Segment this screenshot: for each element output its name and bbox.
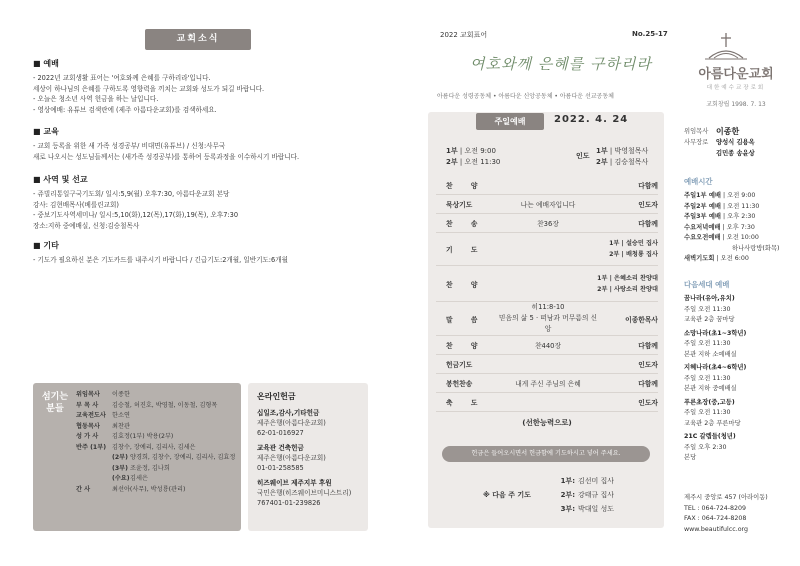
order-row [436,176,658,195]
section-title: ■ 예배 [33,59,59,68]
next-gen-group [684,432,794,464]
order-content: 찬440장 [534,342,562,350]
news-section-education [33,126,378,162]
account-number: 767401-01-239826 [257,499,321,507]
next-gen-name: 푸른초장(중,고등) [684,398,735,406]
worship-time-row: 수요저녁예배 | 오후 7:30 [684,223,755,231]
next-week-name: 김선미 집사 [578,477,615,485]
founding-date: 교회창립 1998. 7. 13 [706,101,766,108]
account-group [257,443,365,473]
news-line: - 쥬빌리통일구국기도회/ 일시:5,9(월) 오후7:30, 아름다운교회 본당 [33,190,230,198]
order-item: 찬 양 [446,280,486,289]
servant-row [76,464,236,475]
time-value: 오전 9:00 [464,147,496,155]
order-person: 인도자 [638,399,658,407]
service-leaders [596,146,648,168]
worship-name: 주일1부 예배 [684,192,721,199]
church-name: 아름다운교회 [698,67,774,82]
order-row [436,393,658,412]
servant-names: 김효정(1부) 박용(2부) [112,433,174,440]
leader-name: 박영철목사 [614,147,649,155]
news-section-mission [33,174,378,231]
order-row [436,233,658,266]
leader-part: 1부 [596,147,608,155]
section-title: ■ 사역 및 선교 [33,175,88,184]
worship-name: 주일2부 예배 [684,202,721,210]
sermon-scripture: 히11:8-10 [531,303,565,311]
news-section-etc [33,240,378,266]
offering-notice: 헌금은 들어오시면서 헌금함에 기도하시고 넣어 주세요. [442,446,650,462]
account-bank: 제주은행(아름다운교회) [257,419,326,427]
church-logo-icon [703,31,749,61]
servant-names: 김승철, 허진호, 박영철, 이동철, 김형목 [112,401,218,409]
servant-row [76,453,236,464]
order-person: 인도자 [638,201,658,209]
next-gen-place: 교육관 2층 꿈마당 [684,316,735,323]
next-gen-place: 본관 지하 소예배실 [684,350,737,358]
account-title: 교육관 건축헌금 [257,444,304,452]
servant-subrole: (2부) [112,454,128,461]
next-gen-time: 주일 오전 11:30 [684,409,731,416]
order-row [436,374,658,393]
news-line: 장소:지하 중예배실, 신청:김승철목사 [33,221,140,230]
servant-row [76,474,236,485]
servant-role [76,453,112,464]
next-gen-time: 주일 오전 11:30 [684,340,731,347]
next-week-row [483,474,614,488]
order-person: 다함께 [638,380,658,388]
servant-names: 김창수, 장예리, 김리사, 김세은 [112,443,196,451]
account-group [257,408,365,438]
worship-time: 오후 2:30 [727,213,756,220]
servant-subrole: (수요) [112,475,130,482]
next-gen-name: 꿈나라(유아,유치) [684,295,735,302]
staff-row [684,137,788,148]
servant-names: 한소연 [112,412,130,419]
next-week-prayer [483,474,614,516]
next-gen-time: 주일 오전 11:30 [684,374,731,382]
staff-row [684,148,788,159]
next-generation-worship [684,279,794,464]
leader-label: 인도 [576,152,590,160]
staff-names: 양성식 김용옥 [716,139,755,146]
next-week-row [483,502,614,516]
section-title: ■ 교육 [33,127,59,136]
servant-role: 교육전도사 [76,412,106,419]
next-week-part: 3부: [560,505,575,513]
servant-names: 최선아(사무), 박성룡(관리) [112,485,186,493]
order-person: 다함께 [638,182,658,190]
order-person: 다함께 [638,220,658,228]
next-gen-name: 지혜나라(초4~6학년) [684,364,747,371]
servant-row [76,390,236,401]
order-item: 봉헌찬송 [446,380,473,388]
news-line: - 기도가 필요하신 분은 기도카드를 내주시기 바랍니다 / 긴급기도:2개월, 일반기도:6개월 [33,256,288,264]
next-gen-group [684,294,794,326]
worship-time: 오후 7:30 [726,223,755,231]
online-offering-title: 온라인헌금 [257,392,296,401]
time-value: 오전 11:30 [464,158,501,166]
servant-row [76,443,236,454]
servant-names: 김세은 [130,475,148,482]
next-week-row [483,488,614,502]
service-date: 2022. 4. 24 [554,114,629,125]
order-row [436,195,658,214]
servant-role [76,464,112,475]
section-title: ■ 기타 [33,241,59,250]
church-phone: TEL : 064-724-8209 [684,504,747,512]
order-person: 다함께 [638,342,658,350]
worship-name: 새벽기도회 [684,255,715,262]
next-gen-group [684,398,794,430]
motto-label: 2022 교회표어 [440,31,488,39]
next-gen-place: 교육관 2층 푸른마당 [684,419,741,427]
closing-hymn: (선한능력으로) [522,418,572,427]
staff-role: 사무장로 [684,139,709,146]
order-person: 2부 | 배청룡 집사 [609,251,658,258]
account-group [257,478,365,508]
servant-row [76,432,236,443]
servant-names: 조윤정, 김나희 [130,464,170,472]
next-gen-name: 21C 갈렙들(청년) [684,433,736,440]
servant-names: 양경희, 김창수, 장예리, 김리사, 김효정 [130,454,236,461]
order-item: 축 도 [446,399,486,407]
service-tab: 주일예배 [476,113,544,130]
account-title: 히즈웨이브 제주지부 후원 [257,479,332,487]
community-motto: 아름다운 성령공동체 • 아름다운 신앙공동체 • 아름다운 선교공동체 [437,93,614,100]
worship-time-row: 새벽기도회 | 오전 6:00 [684,255,749,262]
worship-time-row [684,244,794,255]
worship-time-row: 주일3부 예배 | 오후 2:30 [684,213,756,220]
account-number: 01-01-258585 [257,464,304,472]
worship-name: 수요저녁예배 [684,223,721,231]
staff-role: 위임목사 [684,128,709,135]
next-gen-group [684,329,794,361]
worship-name: 수요오전예배 [684,234,721,241]
account-number: 62-01-016927 [257,429,304,437]
worship-time: 하나사랑방(화목) [732,244,780,252]
servants-list [76,390,236,495]
church-fax: FAX : 064-724-8208 [684,515,747,522]
news-line: 새로 나오시는 성도님들께서는 (새가족 성경공부)를 통하여 등록과정을 이수하시기 바랍니다. [33,152,300,161]
order-person-group [558,273,658,295]
church-contact [684,493,794,535]
time-part: 2부 [446,158,458,166]
leader-row: 1부 | 박영철목사 [596,147,649,155]
next-week-name: 박대일 성도 [578,505,615,513]
next-gen-time: 주일 오전 11:30 [684,305,731,313]
order-person-group [558,238,658,260]
order-item: 말 씀 [446,315,486,324]
next-week-name: 강태규 집사 [578,491,615,499]
online-offering-list [257,408,365,513]
servants-title: 섬기는 분들 [41,392,69,414]
order-person: 1부 | 설승민 집사 [609,240,658,247]
servant-row [76,401,236,412]
order-item: 헌금기도 [446,361,473,369]
servant-row [76,485,236,496]
order-item: 찬 송 [446,220,486,228]
news-line: - 오늘은 청소년 사역 헌금을 하는 날입니다. [33,95,159,103]
account-bank: 제주은행(아름다운교회) [257,454,326,462]
staff-names: 이종한 [716,127,740,136]
order-item: 묵상기도 [446,201,473,209]
worship-name: 주일3부 예배 [684,213,721,220]
denomination: 대한예수교장로회 [706,85,766,91]
next-gen-place: 본관 지하 중예배실 [684,385,737,392]
order-row [436,336,658,355]
order-item: 찬 양 [446,182,486,190]
order-item: 찬 양 [446,342,486,350]
sermon-content [498,302,598,335]
order-row [436,266,658,302]
next-gen-name: 소망나라(초1~3학년) [684,329,747,337]
next-gen-title: 다음세대 예배 [684,280,730,289]
servant-names: 최찬관 [112,422,130,430]
worship-time: 오전 9:00 [727,192,756,199]
worship-time: 오전 6:00 [720,255,749,262]
worship-time-row: 주일2부 예배 | 오전 11:30 [684,202,760,210]
order-person: 인도자 [638,361,658,369]
servant-role: 간 사 [76,485,91,493]
worship-time: 오전 10:00 [726,234,759,241]
news-header: 교회소식 [145,29,251,50]
news-line: - 중보기도사역세미나/ 일시:5,10(화),12(목),17(화),19(목), 오후7:30 [33,211,239,219]
account-title: 십일조,감사,기타헌금 [257,409,320,417]
worship-time-row: 수요오전예배 | 오전 10:00 [684,234,759,241]
servant-row [76,422,236,433]
account-bank: 국민은행(히즈웨이브미니스트리) [257,489,352,497]
sermon-title: 믿음의 삶 5 · 떠남과 머무름의 신앙 [498,314,598,333]
next-week-part: 1부: [560,477,575,485]
news-line: - 교회 등록을 위한 새 가족 성경공부/ 비대면(유튜브) / 신청:사무국 [33,142,226,150]
worship-times-title: 예배시간 [684,177,713,186]
order-row [436,355,658,374]
leader-part: 2부 [596,158,608,166]
service-time-row: 1부 | 오전 9:00 [446,147,496,155]
service-times [446,146,500,168]
next-gen-group [684,363,794,395]
servant-role: 부 목 사 [76,401,99,409]
staff-names: 김민종 송윤상 [716,150,755,157]
worship-time-row: 주일1부 예배 | 오전 9:00 [684,192,756,199]
time-part: 1부 [446,147,458,155]
order-item: 기 도 [446,246,486,254]
servant-role: 성 가 사 [76,433,99,440]
worship-time: 오전 11:30 [727,202,760,210]
next-gen-time: 주일 오후 2:30 [684,443,727,451]
order-of-worship [436,176,658,428]
order-content: 내게 주신 주님의 은혜 [515,380,581,388]
servant-role: 반주 (1부) [76,443,107,451]
order-person: 2부 | 사랑소리 찬양대 [597,285,658,293]
order-row [436,214,658,233]
next-week-label: ※ 다음 주 기도 [483,491,531,499]
church-website[interactable]: www.beautifulcc.org [684,525,749,533]
issue-number: No.25-17 [632,30,668,38]
church-address: 제주시 중앙로 457 (아라이동) [684,494,768,501]
news-line: - 2022년 교회생활 표어는 '여호와께 은혜를 구하리라'입니다. [33,74,211,82]
service-time-row: 2부 | 오전 11:30 [446,158,501,166]
church-staff [684,126,788,159]
motto-calligraphy: 여호와께 은혜를 구하리라 [470,55,652,73]
worship-times [684,176,794,265]
news-line: 강사: 김현배목사(베를린교회) [33,200,119,209]
order-content: 나는 예배자입니다 [520,201,576,209]
order-row [436,302,658,336]
news-section-worship [33,58,378,115]
leader-row: 2부 | 김승철목사 [596,158,649,166]
servant-subrole: (3부) [112,464,128,472]
servant-role: 협동목사 [76,422,100,430]
order-person: 1부 | 은혜소리 찬양대 [597,274,658,282]
servant-names: 이종한 [112,391,130,398]
staff-row [684,126,788,137]
servant-role [76,474,112,485]
next-gen-place: 본당 [684,454,697,461]
next-week-part: 2부: [560,491,575,499]
leader-name: 김승철목사 [614,158,649,166]
news-line: - 영상예배: 유튜브 검색란에 (제주 아름다운교회)를 검색하세요. [33,105,217,114]
order-content: 찬36장 [537,220,559,228]
servant-role: 위임목사 [76,391,100,398]
order-person: 이종한목사 [625,315,658,324]
news-line: 세상이 하나님의 은혜를 구하도록 영향력을 끼치는 교회와 성도가 되길 바랍니다. [33,84,265,93]
servant-row [76,411,236,422]
